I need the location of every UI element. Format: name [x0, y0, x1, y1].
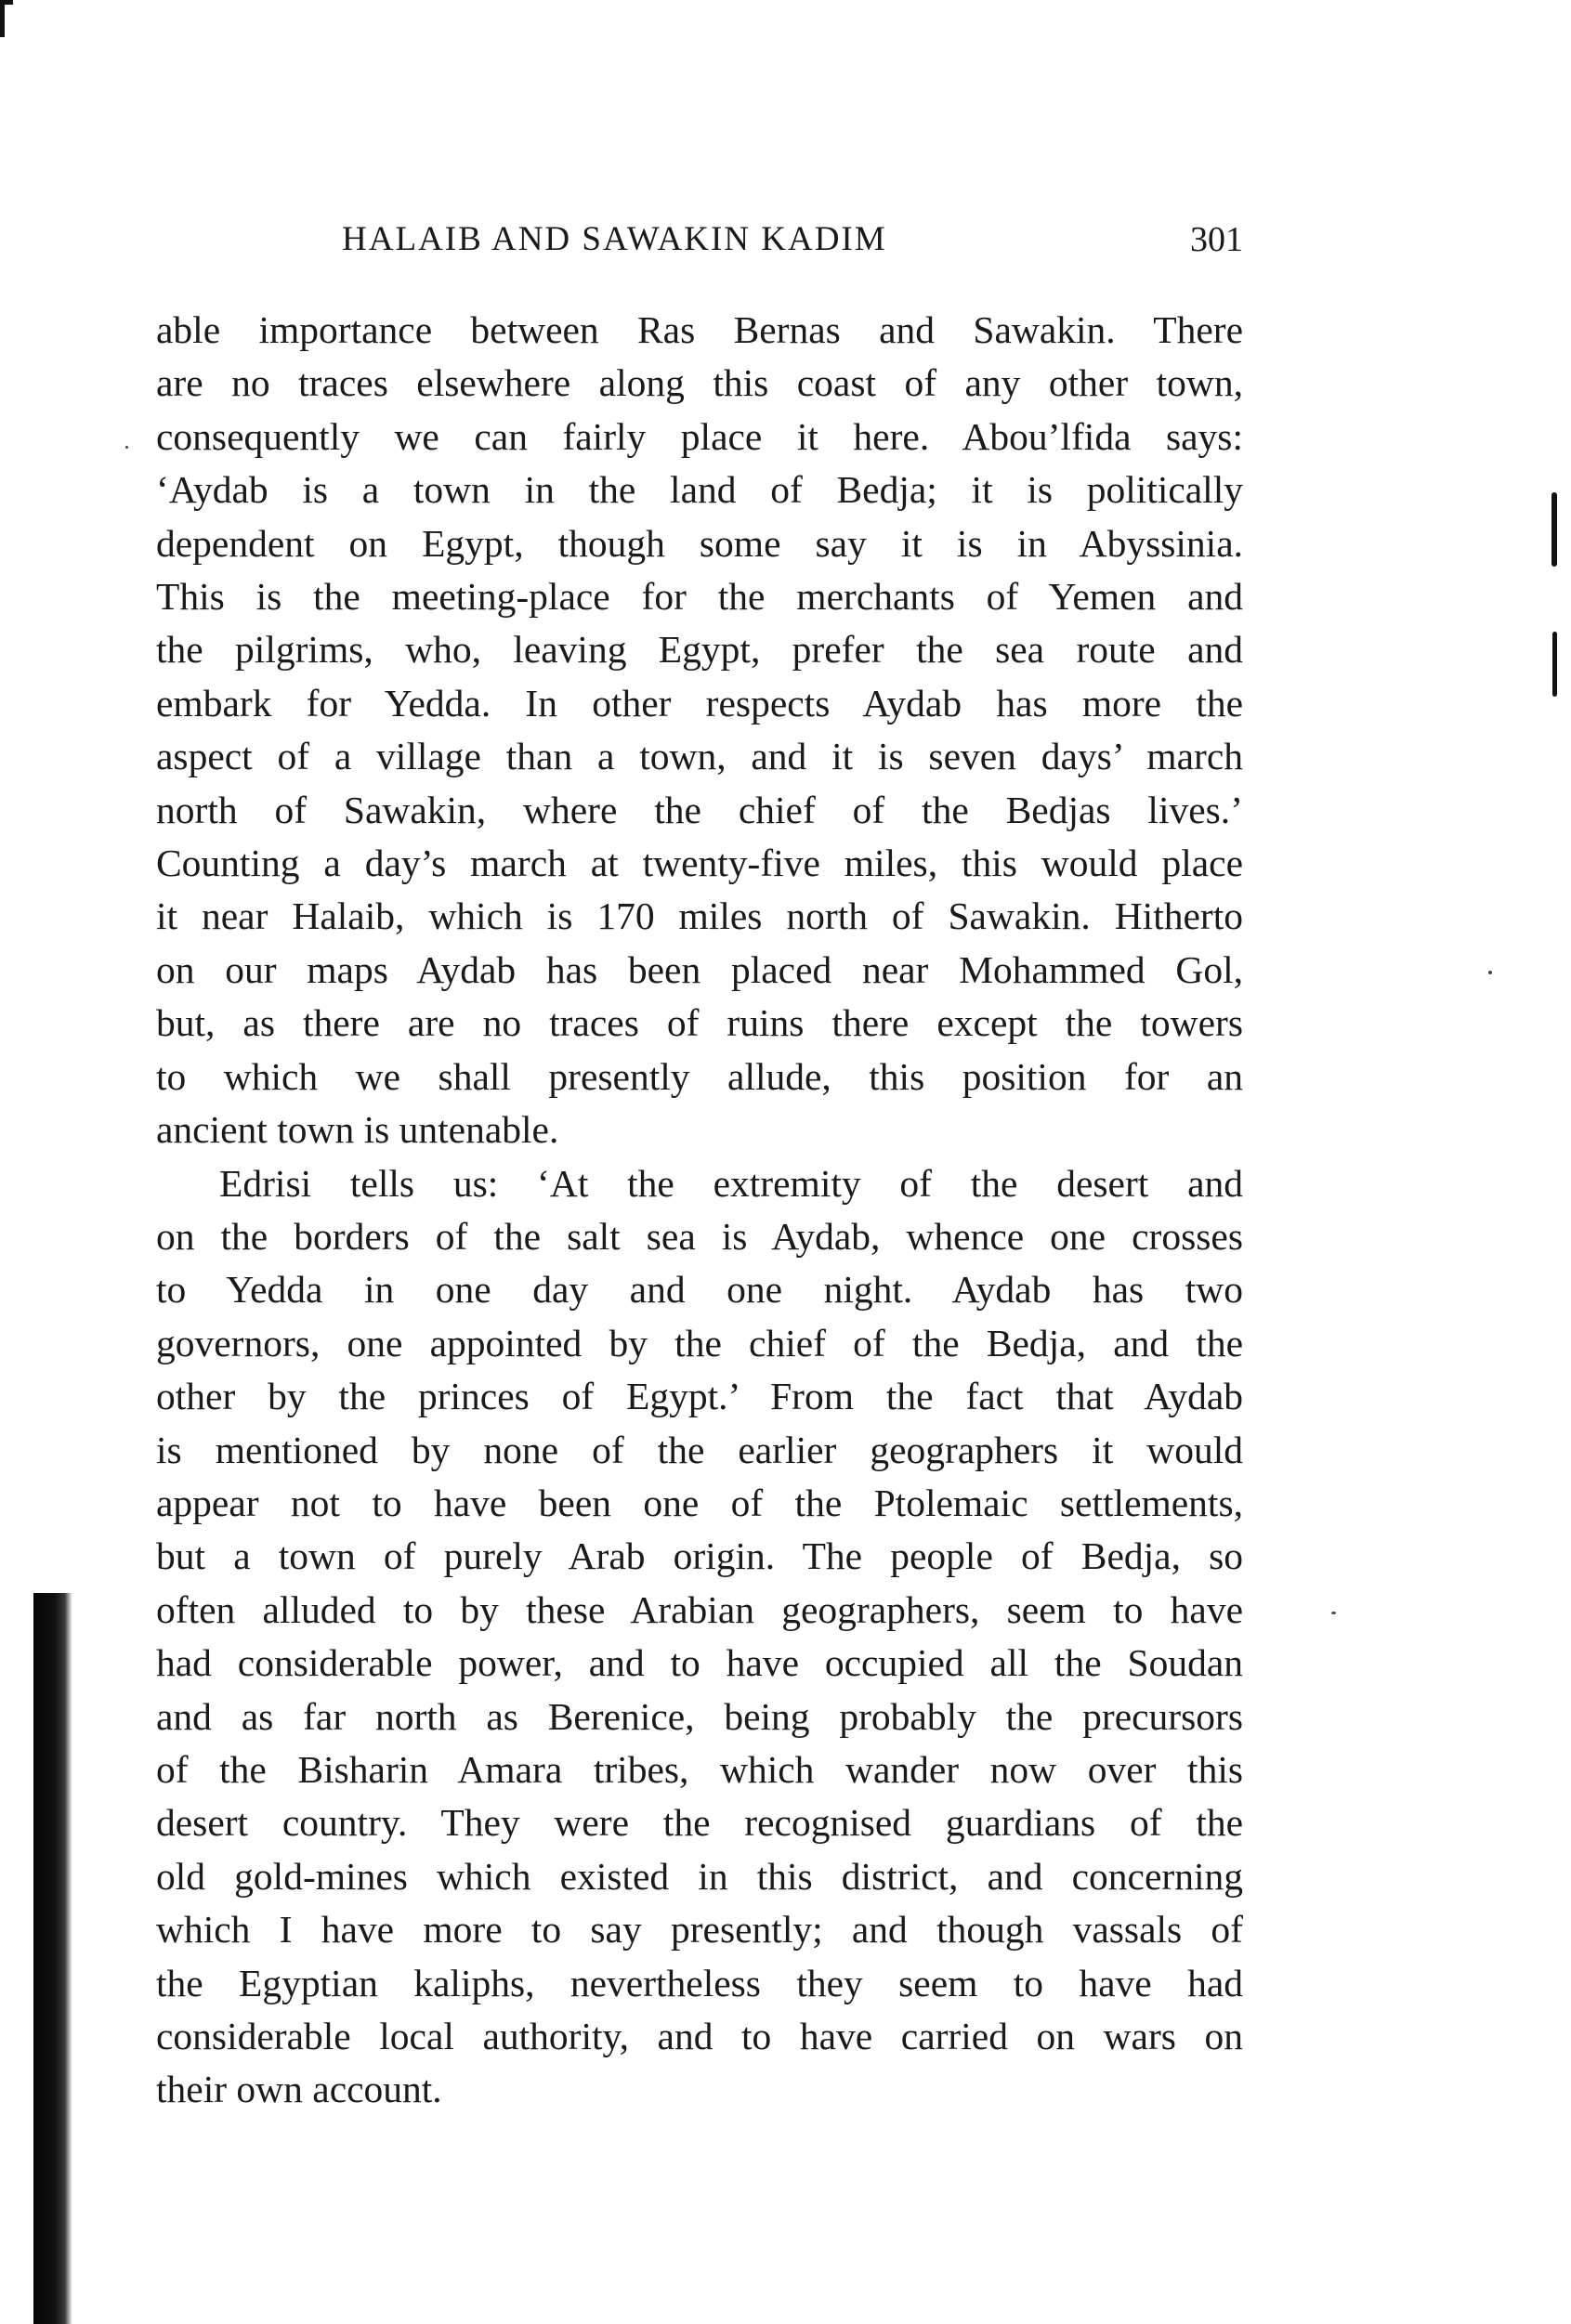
- page-header: [156, 219, 1243, 275]
- paragraph-1: [156, 304, 1243, 1157]
- text-line: old gold-mines which existed in this district, and concerning: [156, 1854, 1243, 1898]
- text-line: consequently we can fairly place it here. Abou’lfida says:: [156, 414, 1243, 458]
- text-line: aspect of a village than a town, and it is seven days’ march: [156, 735, 1243, 778]
- text-line: governors, one appointed by the chief of the Bedja, and the: [156, 1321, 1243, 1364]
- text-line: it near Halaib, which is 170 miles north of Sawakin. Hitherto: [156, 894, 1243, 938]
- text-line: embark for Yedda. In other respects Aydab has more the: [156, 681, 1243, 725]
- text-line: Counting a day’s march at twenty-five miles, this would place: [156, 842, 1243, 885]
- text-line: appear not to have been one of the Ptolemaic settlements,: [156, 1481, 1243, 1524]
- text-line: the pilgrims, who, leaving Egypt, prefer the sea route and: [156, 628, 1243, 672]
- text-line: is mentioned by none of the earlier geographers it would: [156, 1428, 1243, 1471]
- scan-speck: [1331, 1612, 1336, 1614]
- text-line: which I have more to say presently; and though vassals of: [156, 1908, 1243, 1952]
- text-line: on the borders of the salt sea is Aydab, whence one crosses: [156, 1214, 1243, 1258]
- page-number: 301: [1190, 220, 1243, 259]
- text-line: dependent on Egypt, though some say it is in Abyssinia.: [156, 521, 1243, 565]
- text-line: and as far north as Berenice, being probably the precursors: [156, 1694, 1243, 1738]
- text-line: to which we shall presently allude, this position for an: [156, 1054, 1243, 1098]
- scan-corner-mark: [0, 0, 13, 37]
- paragraph-2: [156, 1157, 1243, 2117]
- text-line: ‘Aydab is a town in the land of Bedja; it is politically: [156, 468, 1243, 512]
- text-line: of the Bisharin Amara tribes, which wander now over this: [156, 1747, 1243, 1791]
- margin-ink-mark: [1552, 632, 1557, 697]
- text-line: able importance between Ras Bernas and Sawakin. There: [156, 308, 1243, 351]
- scan-speck: [125, 446, 128, 449]
- text-line: considerable local authority, and to have carried on wars on: [156, 2015, 1243, 2057]
- text-line: ancient town is untenable.: [156, 1108, 559, 1152]
- scan-speck: [1488, 971, 1492, 974]
- text-line: are no traces elsewhere along this coast of any other town,: [156, 361, 1243, 405]
- text-line: on our maps Aydab has been placed near Mohammed Gol,: [156, 947, 1243, 991]
- text-line: their own account.: [156, 2068, 442, 2111]
- text-line: Edrisi tells us: ‘At the extremity of the desert and: [219, 1161, 1243, 1205]
- text-line: often alluded to by these Arabian geographers, seem to have: [156, 1587, 1243, 1631]
- body-text: [156, 304, 1243, 2117]
- text-line: other by the princes of Egypt.’ From the fact that Aydab: [156, 1375, 1243, 1418]
- text-line: had considerable power, and to have occupied all the Soudan: [156, 1641, 1243, 1685]
- running-title: HALAIB AND SAWAKIN KADIM: [342, 220, 887, 258]
- text-line: to Yedda in one day and one night. Aydab has two: [156, 1268, 1243, 1312]
- margin-ink-mark: [1551, 492, 1557, 567]
- text-line: desert country. They were the recognised guardians of the: [156, 1801, 1243, 1845]
- binding-shadow: [33, 1593, 72, 2324]
- text-line: but a town of purely Arab origin. The people of Bedja, so: [156, 1534, 1243, 1578]
- text-line: This is the meeting-place for the merchants of Yemen and: [156, 575, 1243, 619]
- text-line: but, as there are no traces of ruins there except the towers: [156, 1001, 1243, 1045]
- text-line: north of Sawakin, where the chief of the Bedjas lives.’: [156, 788, 1243, 831]
- text-line: the Egyptian kaliphs, nevertheless they seem to have had: [156, 1961, 1243, 2004]
